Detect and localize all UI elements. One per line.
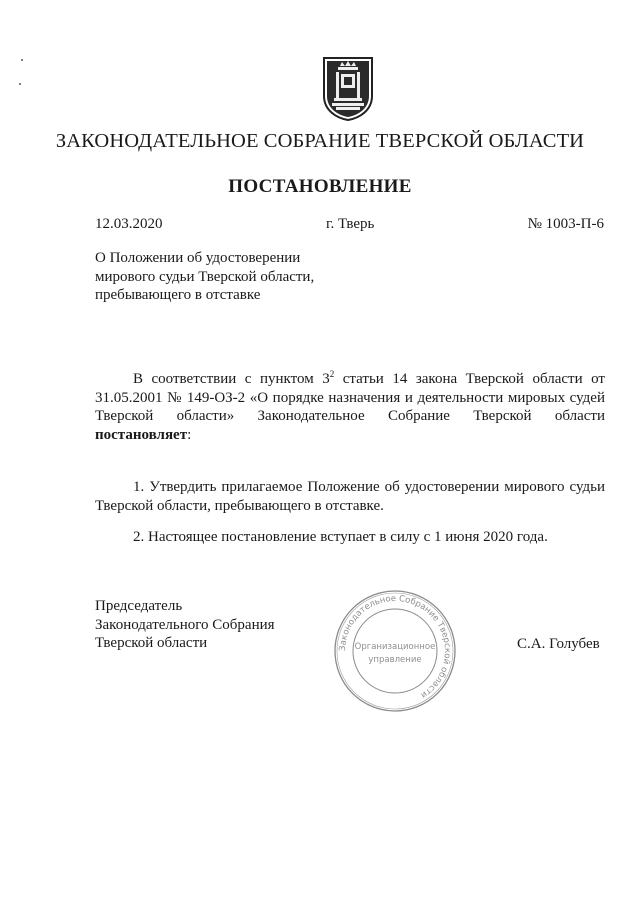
signatory-title-line: Председатель	[95, 598, 183, 614]
official-stamp	[330, 586, 460, 716]
scan-speck	[19, 83, 21, 85]
resolves-word: постановляет	[95, 426, 188, 443]
subject-line: О Положении об удостоверении	[95, 250, 301, 266]
subject-line: мирового судьи Тверской области,	[95, 268, 315, 285]
signatory-title-line: Законодательного Собрания	[95, 616, 275, 633]
superscript: 2	[329, 369, 335, 379]
subject-line: пребывающего в отставке	[95, 287, 261, 303]
clause-1	[95, 478, 605, 515]
clause-2-text: 2. Настоящее постановление вступает в силу с 1 июня 2020 года.	[133, 529, 548, 545]
preamble-rest: статьи 14 закона Тверской области от 31.05.2001 № 149-ОЗ-2 «О порядке назначения и деятельности мировых судей Тверской области» Законодательное Собрание Тверской области	[95, 371, 605, 424]
clause-1-text: 1. Утвердить прилагаемое Положение об удостоверении мирового судьи Тверской области, пребывающего в отставке.	[95, 479, 605, 514]
document-city: г. Тверь	[326, 216, 375, 232]
document-number: № 1003-П-6	[527, 216, 604, 232]
document-type: ПОСТАНОВЛЕНИЕ	[228, 176, 412, 197]
stamp-center-line: Организационное	[354, 642, 436, 652]
signatory-title-line: Тверской области	[95, 635, 208, 651]
signatory-title	[95, 597, 275, 653]
clause-2	[95, 528, 605, 547]
preamble-end: :	[187, 426, 192, 443]
preamble-paragraph	[95, 370, 605, 444]
preamble-start: В соответствии с пунктом 3	[133, 371, 330, 387]
organization-name: ЗАКОНОДАТЕЛЬНОЕ СОБРАНИЕ ТВЕРСКОЙ ОБЛАСТИ	[55, 130, 585, 152]
signatory-name: С.А. Голубев	[517, 636, 600, 652]
scan-speck	[21, 59, 23, 61]
tver-coat-of-arms-icon	[322, 56, 374, 122]
stamp-center-line: управление	[368, 655, 422, 665]
document-subject	[95, 249, 314, 305]
stamp-ring-text: Законодательное Собрание Тверской области	[337, 593, 453, 700]
document-date: 12.03.2020	[95, 216, 163, 232]
